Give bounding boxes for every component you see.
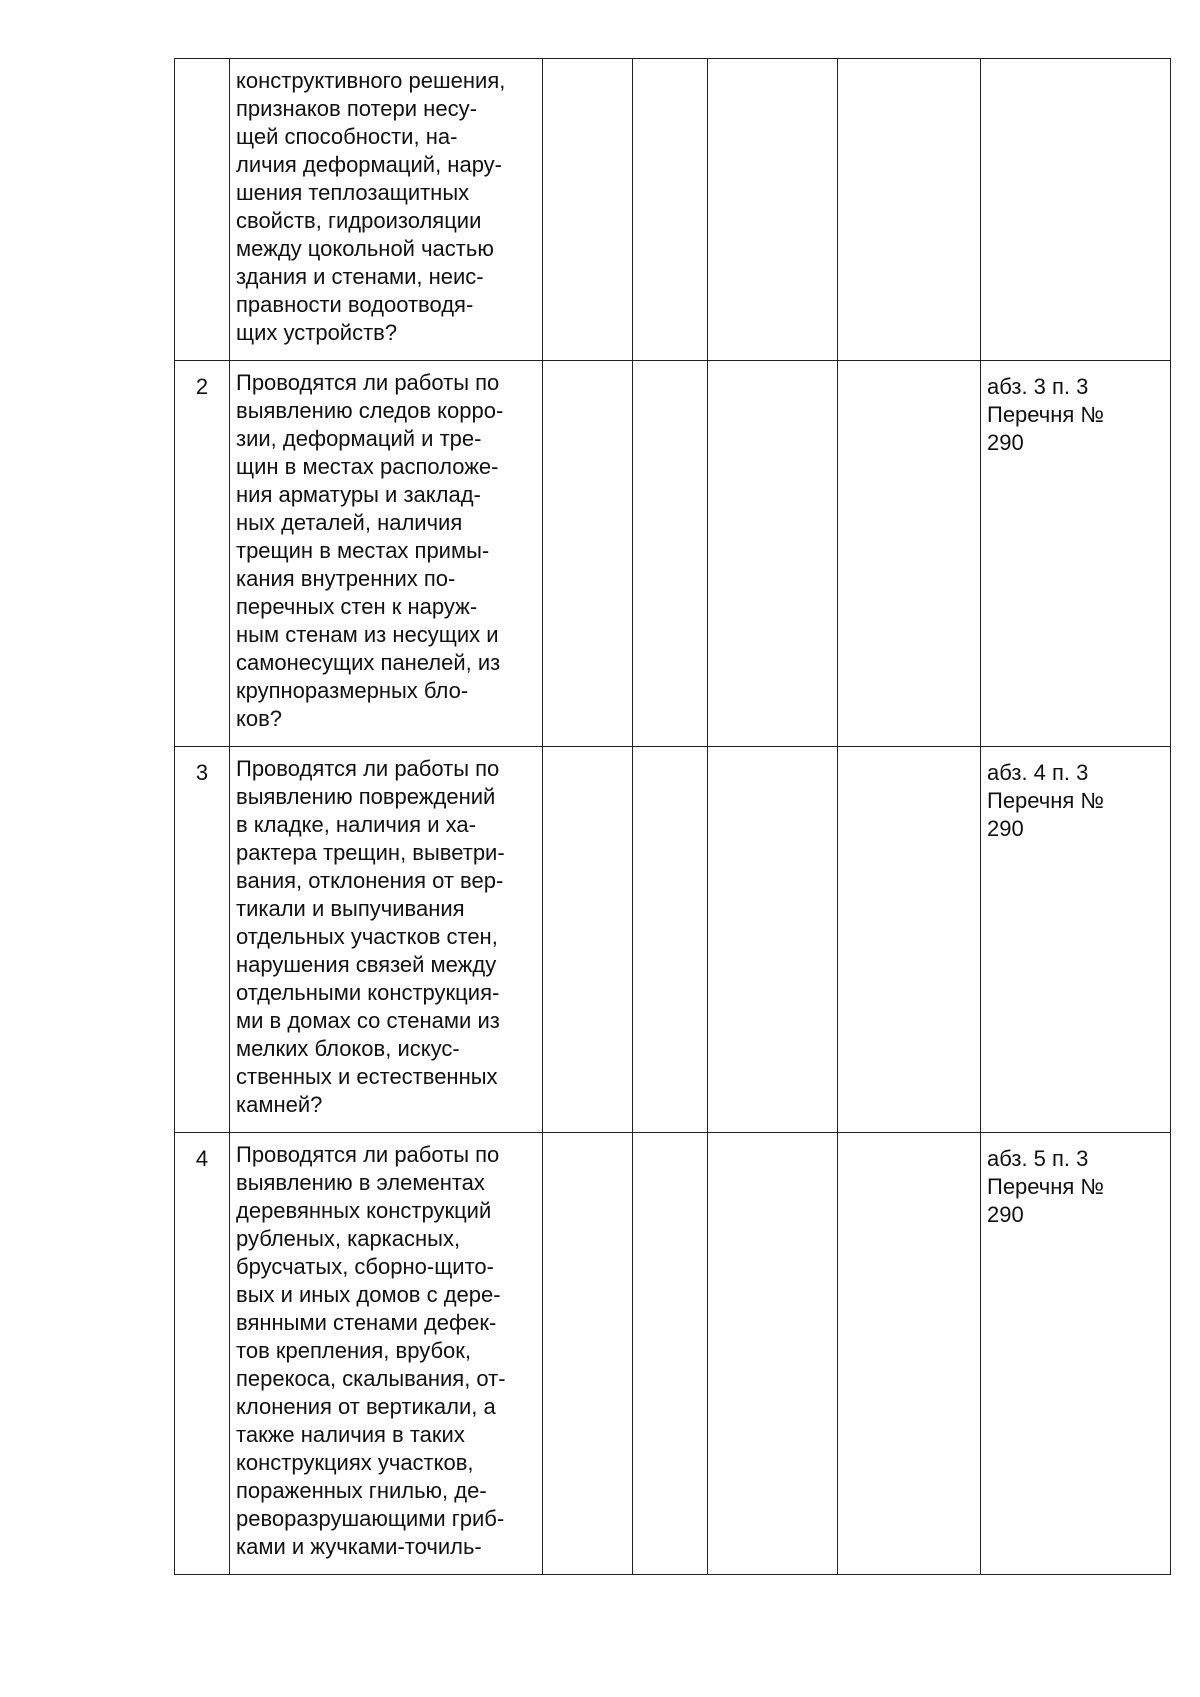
question-line: ных деталей, наличия	[236, 510, 463, 535]
question-line: реворазрушающими гриб-	[236, 1506, 505, 1531]
question-line: деревянных конструкций	[236, 1198, 492, 1223]
row-number-cell: 3	[175, 747, 230, 1133]
question-line: выявлению следов корро-	[236, 398, 504, 423]
reference-cell	[981, 1133, 1171, 1575]
note-cell	[838, 747, 981, 1133]
question-line: щин в местах расположе-	[236, 454, 499, 479]
note-cell	[838, 59, 981, 361]
answer-na-cell	[708, 59, 838, 361]
question-line: ственных и естественных	[236, 1064, 498, 1089]
answer-yes-cell	[543, 361, 633, 747]
question-line: ми в домах со стенами из	[236, 1008, 500, 1033]
question-line: шения теплозащитных	[236, 180, 470, 205]
answer-no-cell	[633, 747, 708, 1133]
question-line: правности водоотводя-	[236, 292, 474, 317]
question-line: также наличия в таких	[236, 1422, 465, 1447]
answer-no-cell	[633, 361, 708, 747]
reference-line: абз. 5 п. 3	[987, 1146, 1089, 1171]
table-row	[175, 361, 1171, 747]
question-line: мелких блоков, искус-	[236, 1036, 460, 1061]
answer-yes-cell	[543, 1133, 633, 1575]
question-line: рактера трещин, выветри-	[236, 840, 505, 865]
question-line: вания, отклонения от вер-	[236, 868, 504, 893]
question-cell	[230, 361, 543, 747]
note-cell	[838, 361, 981, 747]
reference-cell	[981, 361, 1171, 747]
question-line: пораженных гнилью, де-	[236, 1478, 487, 1503]
reference-line: Перечня №	[987, 402, 1105, 427]
reference-line: 290	[987, 430, 1024, 455]
question-line: вых и иных домов с дере-	[236, 1282, 501, 1307]
reference-line: Перечня №	[987, 1174, 1105, 1199]
row-number-cell	[175, 59, 230, 361]
question-line: Проводятся ли работы по	[236, 370, 500, 395]
question-line: Проводятся ли работы по	[236, 1142, 500, 1167]
question-line: выявлению повреждений	[236, 784, 496, 809]
row-number-cell: 4	[175, 1133, 230, 1575]
question-line: щей способности, на-	[236, 124, 458, 149]
answer-na-cell	[708, 361, 838, 747]
question-line: здания и стенами, неис-	[236, 264, 484, 289]
question-line: тикали и выпучивания	[236, 896, 465, 921]
question-line: камней?	[236, 1092, 323, 1117]
reference-cell	[981, 747, 1171, 1133]
question-line: брусчатых, сборно-щито-	[236, 1254, 494, 1279]
question-line: вянными стенами дефек-	[236, 1310, 497, 1335]
question-line: личия деформаций, нару-	[236, 152, 503, 177]
question-line: ния арматуры и заклад-	[236, 482, 481, 507]
question-line: крупноразмерных бло-	[236, 678, 469, 703]
answer-yes-cell	[543, 747, 633, 1133]
reference-line: абз. 3 п. 3	[987, 374, 1089, 399]
question-cell	[230, 59, 543, 361]
question-line: кания внутренних по-	[236, 566, 456, 591]
question-line: признаков потери несу-	[236, 96, 477, 121]
question-cell	[230, 1133, 543, 1575]
answer-no-cell	[633, 59, 708, 361]
question-line: в кладке, наличия и ха-	[236, 812, 476, 837]
question-line: рубленых, каркасных,	[236, 1226, 461, 1251]
question-line: между цокольной частью	[236, 236, 494, 261]
question-line: Проводятся ли работы по	[236, 756, 500, 781]
question-line: щих устройств?	[236, 320, 398, 345]
question-line: отдельными конструкция-	[236, 980, 500, 1005]
question-line: выявлению в элементах	[236, 1170, 485, 1195]
question-line: ным стенам из несущих и	[236, 622, 499, 647]
question-line: ков?	[236, 706, 283, 731]
checklist-body	[175, 59, 1171, 1575]
question-line: конструкциях участков,	[236, 1450, 474, 1475]
reference-line: Перечня №	[987, 788, 1105, 813]
row-number-cell: 2	[175, 361, 230, 747]
reference-line: 290	[987, 1202, 1024, 1227]
question-line: конструктивного решения,	[236, 68, 506, 93]
table-row	[175, 1133, 1171, 1575]
reference-line: абз. 4 п. 3	[987, 760, 1089, 785]
note-cell	[838, 1133, 981, 1575]
question-line: зии, деформаций и тре-	[236, 426, 482, 451]
question-line: свойств, гидроизоляции	[236, 208, 482, 233]
question-line: самонесущих панелей, из	[236, 650, 501, 675]
reference-line: 290	[987, 816, 1024, 841]
answer-yes-cell	[543, 59, 633, 361]
table-row	[175, 747, 1171, 1133]
question-cell	[230, 747, 543, 1133]
question-line: тов крепления, врубок,	[236, 1338, 472, 1363]
answer-na-cell	[708, 1133, 838, 1575]
checklist-table	[174, 58, 1171, 1575]
question-line: перекоса, скалывания, от-	[236, 1366, 506, 1391]
answer-no-cell	[633, 1133, 708, 1575]
reference-cell	[981, 59, 1171, 361]
question-line: перечных стен к наруж-	[236, 594, 478, 619]
question-line: ками и жучками-точиль-	[236, 1534, 482, 1559]
question-line: трещин в местах примы-	[236, 538, 490, 563]
question-line: нарушения связей между	[236, 952, 497, 977]
question-line: клонения от вертикали, а	[236, 1394, 496, 1419]
answer-na-cell	[708, 747, 838, 1133]
table-row	[175, 59, 1171, 361]
question-line: отдельных участков стен,	[236, 924, 498, 949]
